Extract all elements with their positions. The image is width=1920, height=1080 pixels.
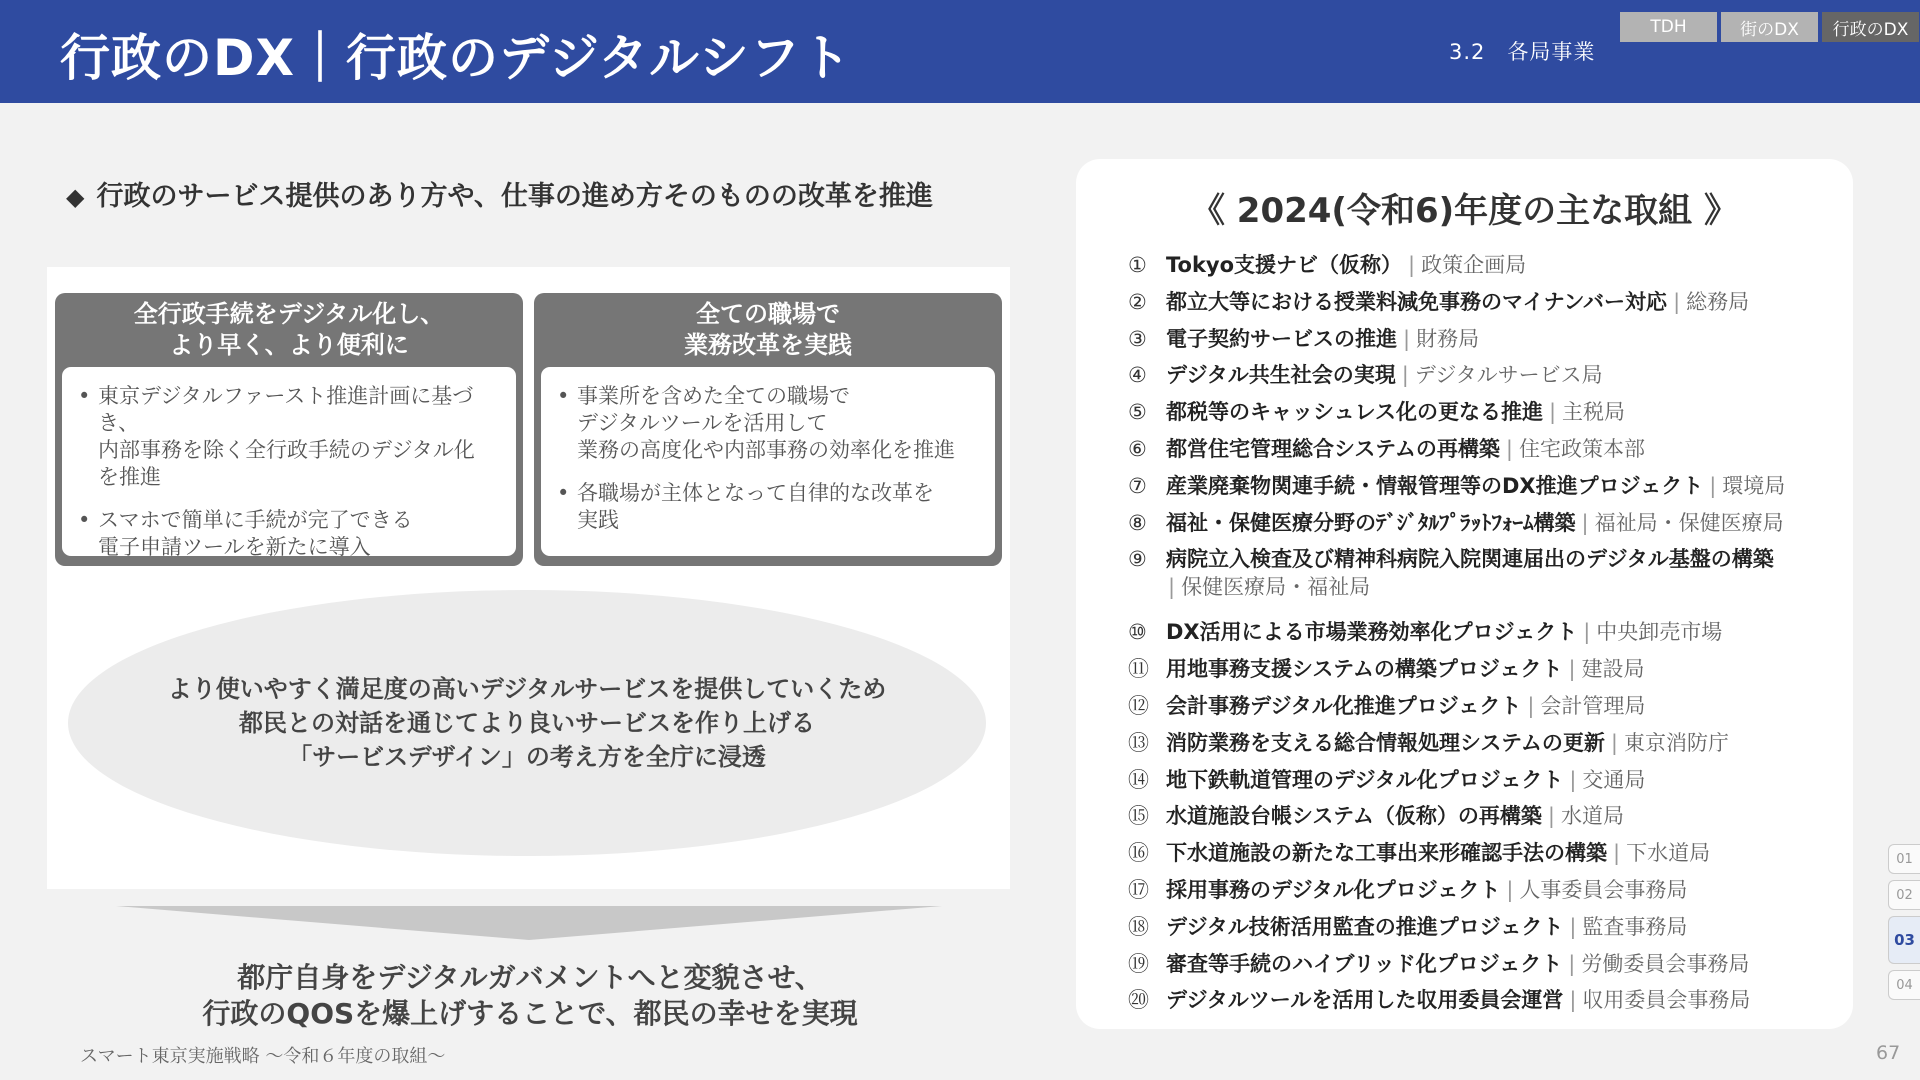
item-number: ④ [1128,363,1147,388]
chapter-nav-03[interactable]: 03 [1888,916,1920,964]
conclusion-text: 都庁自身をデジタルガバメントへと変貌させ、 行政のQOSを爆上げすることで、都民の幸せを実現 [202,961,858,1030]
item-number: ⑳ [1128,988,1149,1013]
card-workplace-reform [534,293,1002,566]
footer-source: スマート東京実施戦略 〜令和６年度の取組〜 [80,1046,446,1067]
chapter-nav-02[interactable]: 02 [1888,880,1920,910]
initiatives-title: 《 2024(令和6)年度の主な取組 》 [1190,191,1739,231]
card-body [62,367,516,559]
item-title: 電子契約サービスの推進 [1166,326,1397,351]
header-bar [0,0,1920,103]
service-design-ellipse [68,590,986,856]
item-title: 産業廃棄物関連手続・情報管理等のDX推進プロジェクト [1166,473,1704,498]
down-arrow-icon [116,906,942,940]
item-number: ⑯ [1128,841,1149,866]
card-title: 全行政手続をデジタル化し、 より早く、より便利に [133,300,445,359]
list-item: ⑱ デジタル技術活用監査の推進プロジェクト | 監査事務局 [1128,914,1688,939]
chapter-nav-01[interactable]: 01 [1888,844,1920,874]
list-item: • スマホで簡単に手続が完了できる 電子申請ツールを新たに導入 [76,507,504,561]
list-item: ⑲ 審査等手続のハイブリッド化プロジェクト | 労働委員会事務局 [1128,951,1750,976]
list-item: ⑯ 下水道施設の新たな工事出来形確認手法の構築 | 下水道局 [1128,841,1711,866]
tab-tdh[interactable]: TDH [1620,12,1717,42]
item-number: ⑦ [1128,473,1147,498]
list-item: • 東京デジタルファースト推進計画に基づき、 内部事務を除く全行政手続のデジタル化 を推進 [76,383,504,491]
item-number: ⑫ [1128,693,1149,718]
item-title: 病院立入検査及び精神科病院入院関連届出のデジタル基盤の構築 [1166,547,1774,572]
list-item: ⑳ デジタルツールを活用した収用委員会運営 | 収用委員会事務局 [1128,988,1751,1013]
item-department: 下水道局 [1626,841,1711,866]
item-title: 福祉・保健医療分野のﾃﾞｼﾞﾀﾙﾌﾟﾗｯﾄﾌｫｰﾑ構築 [1166,510,1576,535]
page-title: 行政のDX｜行政のデジタルシフト [60,29,852,87]
section-label: 3.2 各局事業 [1449,40,1596,64]
list-item: ⑧ 福祉・保健医療分野のﾃﾞｼﾞﾀﾙﾌﾟﾗｯﾄﾌｫｰﾑ構築 | 福祉局・保健医療局 [1128,510,1784,535]
item-number: ⑩ [1128,620,1147,645]
item-number: ⑪ [1128,657,1149,682]
item-department: 住宅政策本部 [1518,436,1645,461]
item-department: 財務局 [1416,326,1480,351]
list-item: ⑦ 産業廃棄物関連手続・情報管理等のDX推進プロジェクト | 環境局 [1128,473,1786,498]
item-number: ② [1128,289,1147,314]
item-title: 地下鉄軌道管理のデジタル化プロジェクト [1166,767,1564,792]
list-item: ② 都立大等における授業料減免事務のマイナンバー対応 | 総務局 [1128,289,1750,314]
list-item: ⑨ 病院立入検査及び精神科病院入院関連届出のデジタル基盤の構築 | 保健医療局・福祉局 [1128,547,1774,600]
item-number: ⑧ [1128,510,1147,535]
list-item: ④ デジタル共生社会の実現 | デジタルサービス局 [1128,363,1603,388]
list-item: • 事業所を含めた全ての職場で デジタルツールを活用して 業務の高度化や内部事務の効率化を推進 [555,383,983,464]
item-number: ③ [1128,326,1147,351]
item-department: デジタルサービス局 [1414,363,1603,388]
item-number: ⑭ [1128,767,1149,792]
item-title: 都営住宅管理総合システムの再構築 [1166,436,1500,461]
item-number: ⑨ [1128,547,1147,572]
tab-city-dx[interactable]: 街のDX [1721,12,1818,42]
item-number: ⑱ [1128,914,1149,939]
item-title: 都税等のキャッシュレス化の更なる推進 [1166,400,1543,425]
card-title: 全ての職場で 業務改革を実践 [684,300,852,359]
item-number: ⑮ [1128,804,1149,829]
item-title: 用地事務支援システムの構築プロジェクト [1166,657,1563,682]
item-number: ⑬ [1128,730,1149,755]
item-number: ① [1128,253,1147,277]
item-department: 建設局 [1581,657,1645,682]
initiatives-list [1128,251,1848,1023]
list-item: ③ 電子契約サービスの推進 | 財務局 [1128,326,1480,351]
list-item: ⑫ 会計事務デジタル化推進プロジェクト | 会計管理局 [1128,693,1646,718]
item-title: 下水道施設の新たな工事出来形確認手法の構築 [1166,841,1607,866]
item-department: 環境局 [1722,473,1786,498]
list-item: ⑩ DX活用による市場業務効率化プロジェクト | 中央卸売市場 [1128,620,1723,645]
item-title: 審査等手続のハイブリッド化プロジェクト [1166,951,1563,976]
item-department: 政策企画局 [1421,253,1527,277]
bullet-list [555,383,983,534]
item-department: 会計管理局 [1540,693,1646,718]
item-title: 消防業務を支える総合情報処理システムの更新 [1166,730,1605,755]
page-number: 67 [1876,1042,1901,1064]
item-title: 水道施設台帳システム（仮称）の再構築 [1166,804,1542,829]
list-item: ⑮ 水道施設台帳システム（仮称）の再構築 | 水道局 [1128,804,1624,829]
item-department: 福祉局・保健医療局 [1594,510,1784,535]
list-item: ⑥ 都営住宅管理総合システムの再構築 | 住宅政策本部 [1128,436,1645,461]
list-item: ⑤ 都税等のキャッシュレス化の更なる推進 | 主税局 [1128,400,1626,425]
list-item: ⑭ 地下鉄軌道管理のデジタル化プロジェクト | 交通局 [1128,767,1646,792]
item-title: 都立大等における授業料減免事務のマイナンバー対応 [1166,289,1668,314]
list-item: • 各職場が主体となって自律的な改革を 実践 [555,480,983,534]
lead-statement [66,174,933,213]
item-department: 保健医療局・福祉局 [1181,575,1371,600]
lead-text: 行政のサービス提供のあり方や、仕事の進め方そのものの改革を推進 [96,181,933,212]
item-number: ⑥ [1128,436,1147,461]
service-design-text: より使いやすく満足度の高いデジタルサービスを提供していくため 都民との対話を通じてより良いサービスを作り上げる 「サービスデザイン」の考え方を全庁に浸透 [167,675,887,771]
item-title: Tokyo支援ナビ（仮称） [1166,253,1403,277]
list-item: ① Tokyo支援ナビ（仮称） | 政策企画局 [1128,253,1527,277]
initiatives-panel [1076,159,1853,1029]
item-department: 人事委員会事務局 [1519,877,1688,902]
item-title: DX活用による市場業務効率化プロジェクト [1166,620,1578,645]
item-department: 東京消防庁 [1623,730,1729,755]
item-department: 交通局 [1582,767,1646,792]
item-department: 労働委員会事務局 [1581,951,1750,976]
item-department: 監査事務局 [1582,914,1688,939]
item-title: 採用事務のデジタル化プロジェクト [1166,877,1501,902]
item-department: 総務局 [1686,289,1750,314]
card-digital-procedures [55,293,523,566]
item-department: 収用委員会事務局 [1582,988,1751,1013]
item-title: デジタル技術活用監査の推進プロジェクト [1166,914,1564,939]
diamond-bullet-icon: ◆ [66,183,85,211]
header-tabs [1620,12,1919,42]
item-department: 主税局 [1562,400,1626,425]
bullet-list [76,383,504,561]
item-title: デジタル共生社会の実現 [1166,363,1396,388]
item-number: ⑰ [1128,877,1149,902]
item-department: 中央卸売市場 [1596,620,1723,645]
item-number: ⑲ [1128,951,1149,976]
list-item: ⑪ 用地事務支援システムの構築プロジェクト | 建設局 [1128,657,1645,682]
item-department: 水道局 [1560,804,1624,829]
chapter-nav [1888,844,1920,1006]
card-body [541,367,995,556]
item-number: ⑤ [1128,400,1147,425]
item-title: 会計事務デジタル化推進プロジェクト [1166,693,1522,718]
tab-government-dx[interactable]: 行政のDX [1822,12,1919,42]
item-title: デジタルツールを活用した収用委員会運営 [1166,988,1564,1013]
chapter-nav-04[interactable]: 04 [1888,970,1920,1000]
list-item: ⑰ 採用事務のデジタル化プロジェクト | 人事委員会事務局 [1128,877,1688,902]
list-item: ⑬ 消防業務を支える総合情報処理システムの更新 | 東京消防庁 [1128,730,1729,755]
